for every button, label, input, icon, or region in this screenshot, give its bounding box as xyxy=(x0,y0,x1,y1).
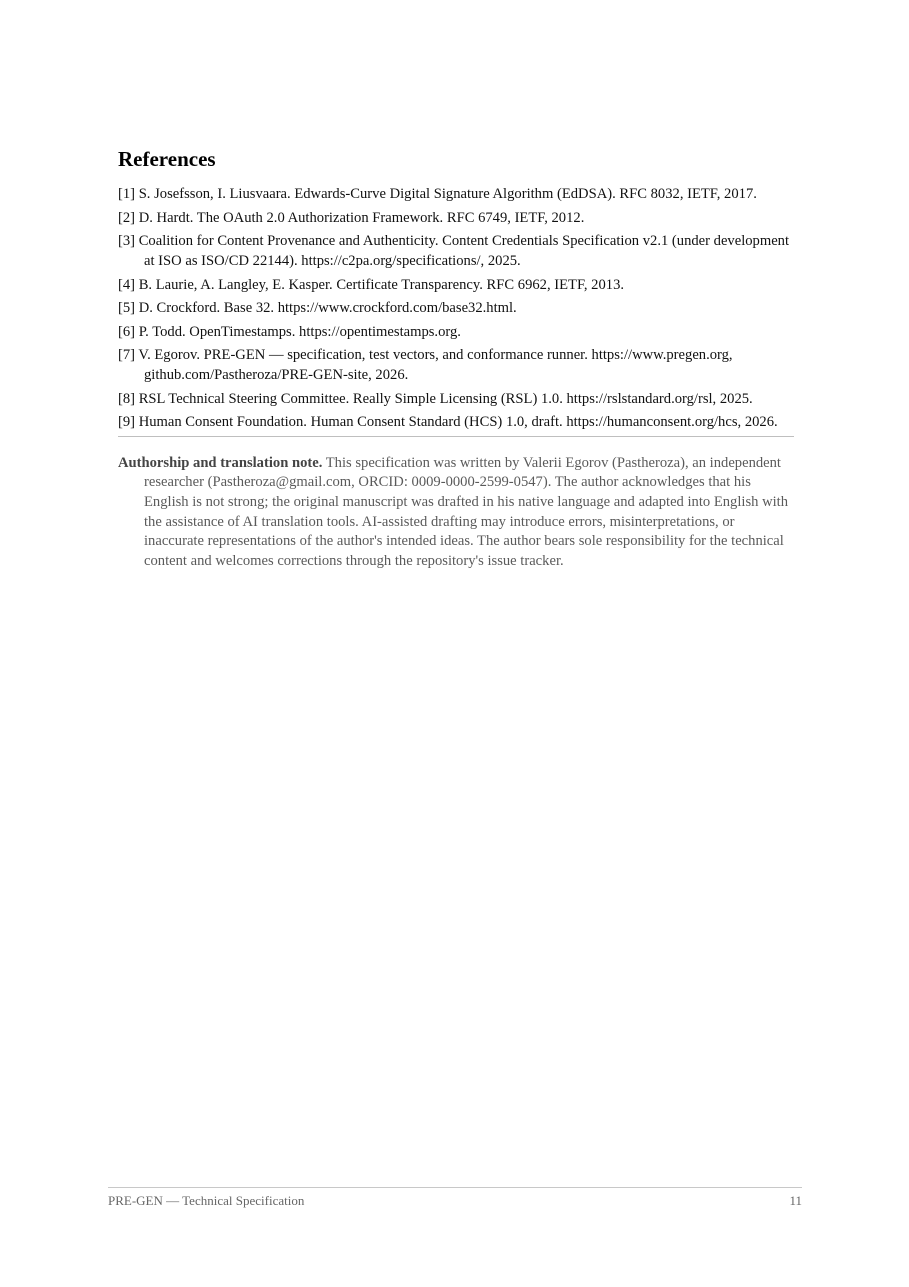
reference-text: Coalition for Content Provenance and Authenticity. Content Credentials Specification v2.1 (under development at ISO as ISO/CD 22144). https://c2pa.org/specifications/, 2025. xyxy=(138,233,790,269)
note-text: This specification was written by Valerii Egorov (Pastheroza), an independent researcher (Pastheroza@gmail.com, ORCID: 0009-0000-2599-0547). The author acknowledges that his English is not strong; the original manuscript was drafted in his native language and adapted into English with the assistance of AI translation tools. AI-assisted drafting may introduce errors, misinterpretations, or inaccurate representations of the author's intended ideas. The author bears sole responsibility for the technical content and welcomes corrections through the repository's issue tracker. xyxy=(144,454,789,570)
authorship-note xyxy=(118,454,794,572)
reference-item xyxy=(118,231,794,271)
reference-item xyxy=(118,208,794,228)
reference-number: [8] xyxy=(118,390,136,407)
reference-item xyxy=(118,298,794,318)
reference-number: [2] xyxy=(118,209,136,226)
reference-item xyxy=(118,322,794,342)
reference-text: D. Hardt. The OAuth 2.0 Authorization Framework. RFC 6749, IETF, 2012. xyxy=(138,209,585,226)
reference-number: [1] xyxy=(118,186,136,202)
section-divider xyxy=(118,436,794,437)
note-label: Authorship and translation note. xyxy=(118,454,323,471)
reference-text: V. Egorov. PRE-GEN — specification, test vectors, and conformance runner. https://www.pregen.org, github.com/Pastheroza/PRE-GEN-site, 2026. xyxy=(138,347,733,383)
reference-number: [7] xyxy=(118,347,136,363)
reference-text: P. Todd. OpenTimestamps. https://opentimestamps.org. xyxy=(138,323,461,340)
reference-number: [3] xyxy=(118,233,136,249)
page-content xyxy=(118,144,794,586)
reference-number: [9] xyxy=(118,414,136,430)
reference-text: D. Crockford. Base 32. https://www.crockford.com/base32.html. xyxy=(138,300,517,316)
reference-item xyxy=(118,184,794,204)
reference-item xyxy=(118,412,794,432)
reference-text: S. Josefsson, I. Liusvaara. Edwards-Curve Digital Signature Algorithm (EdDSA). RFC 8032, IETF, 2017. xyxy=(138,186,757,202)
reference-number: [5] xyxy=(118,300,136,316)
references-heading: References xyxy=(118,147,216,171)
reference-item xyxy=(118,389,794,409)
reference-number: [6] xyxy=(118,323,136,340)
reference-number: [4] xyxy=(118,276,136,293)
reference-item xyxy=(118,345,794,385)
reference-text: B. Laurie, A. Langley, E. Kasper. Certificate Transparency. RFC 6962, IETF, 2013. xyxy=(138,276,625,293)
footer-title: PRE-GEN — Technical Specification xyxy=(108,1193,305,1208)
page-footer xyxy=(108,1187,802,1209)
page-number: 11 xyxy=(789,1193,802,1208)
reference-text: RSL Technical Steering Committee. Really Simple Licensing (RSL) 1.0. https://rslstandard.org/rsl, 2025. xyxy=(138,390,753,407)
reference-item xyxy=(118,275,794,295)
reference-text: Human Consent Foundation. Human Consent Standard (HCS) 1.0, draft. https://humanconsent.org/hcs, 2026. xyxy=(138,414,778,430)
reference-list xyxy=(118,184,794,432)
